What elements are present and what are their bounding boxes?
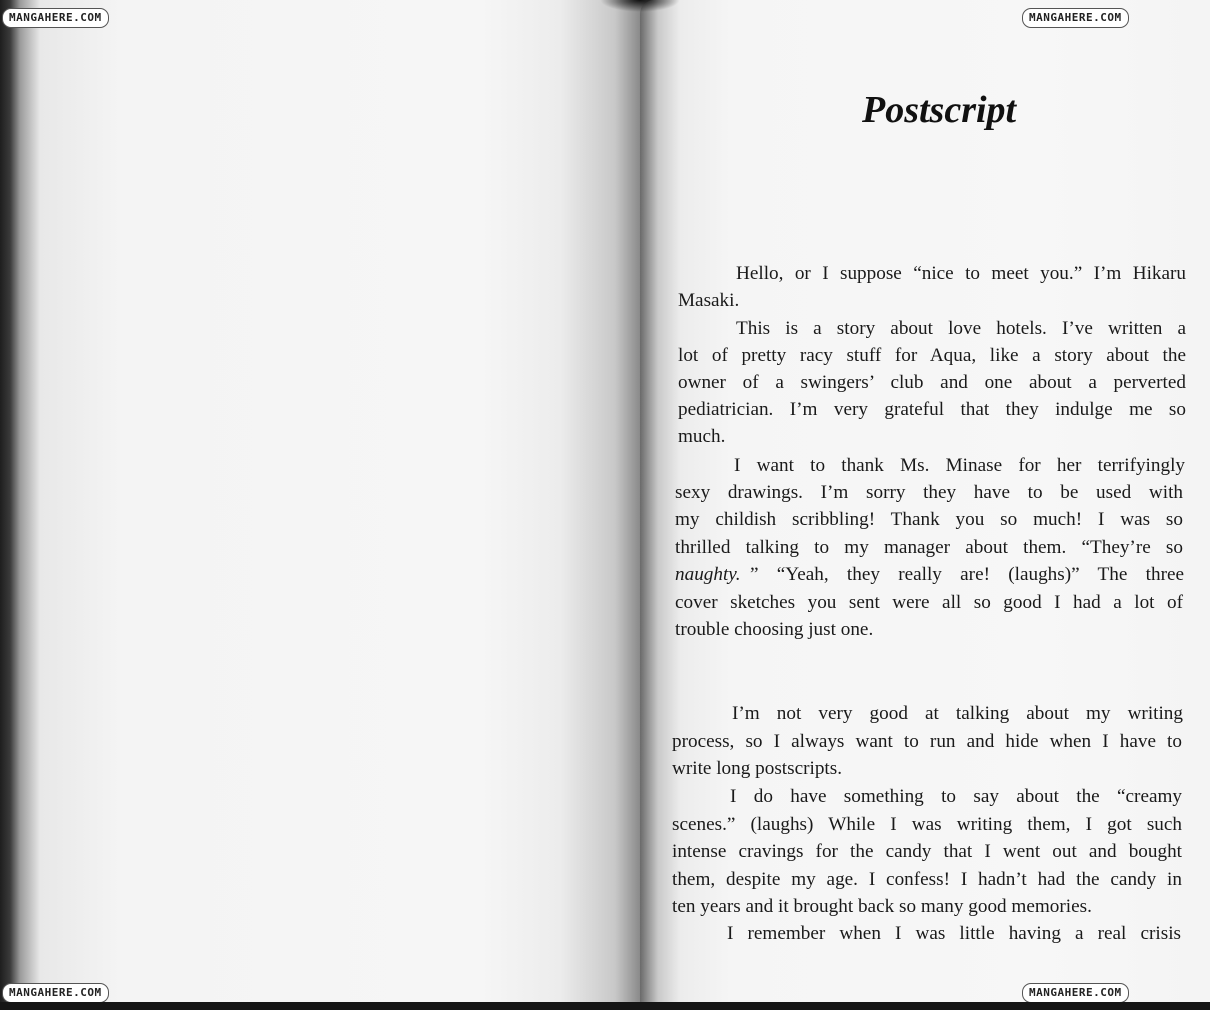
text-line: intense cravings for the candy that I went out and bought <box>672 841 1182 862</box>
text-line: process, so I always want to run and hide when I have to <box>672 731 1182 752</box>
text-line: I do have something to say about the “creamy <box>730 786 1182 807</box>
watermark-bottom-right: MANGAHERE.COM <box>1022 983 1129 1003</box>
text-line: much. <box>678 426 726 447</box>
gutter-shadow <box>600 0 680 12</box>
watermark-top-left: MANGAHERE.COM <box>2 8 109 28</box>
text-line: sexy drawings. I’m sorry they have to be used with <box>675 482 1183 503</box>
text-line: my childish scribbling! Thank you so much! I was so <box>675 509 1183 530</box>
text-line: lot of pretty racy stuff for Aqua, like a story about the <box>678 345 1186 366</box>
text-line: trouble choosing just one. <box>675 619 874 640</box>
text-line: write long postscripts. <box>672 758 843 779</box>
text-line: owner of a swingers’ club and one about a perverted <box>678 372 1186 393</box>
text-line: thrilled talking to my manager about them. “They’re so <box>675 537 1183 558</box>
page-title: Postscript <box>862 89 1017 131</box>
text-line: ” “Yeah, they really are! (laughs)” The three <box>750 564 1184 585</box>
text-line: cover sketches you sent were all so good I had a lot of <box>675 592 1183 613</box>
text-line: I remember when I was little having a real crisis <box>727 923 1181 944</box>
text-line: pediatrician. I’m very grateful that they indulge me so <box>678 399 1186 420</box>
italic-word: naughty. <box>675 564 741 585</box>
text-line: Masaki. <box>678 290 740 311</box>
text-line: This is a story about love hotels. I’ve written a <box>736 318 1186 339</box>
text-line-italic-start <box>675 561 741 588</box>
text-line: I want to thank Ms. Minase for her terrifyingly <box>734 455 1185 476</box>
text-line: ten years and it brought back so many good memories. <box>672 896 1092 917</box>
watermark-bottom-left: MANGAHERE.COM <box>2 983 109 1003</box>
text-line: Hello, or I suppose “nice to meet you.” I’m Hikaru <box>736 263 1186 284</box>
text-line: them, despite my age. I confess! I hadn’t had the candy in <box>672 869 1182 890</box>
book-bottom-edge <box>0 1002 1210 1010</box>
text-line: scenes.” (laughs) While I was writing them, I got such <box>672 814 1182 835</box>
watermark-top-right: MANGAHERE.COM <box>1022 8 1129 28</box>
text-line: I’m not very good at talking about my writing <box>732 703 1183 724</box>
